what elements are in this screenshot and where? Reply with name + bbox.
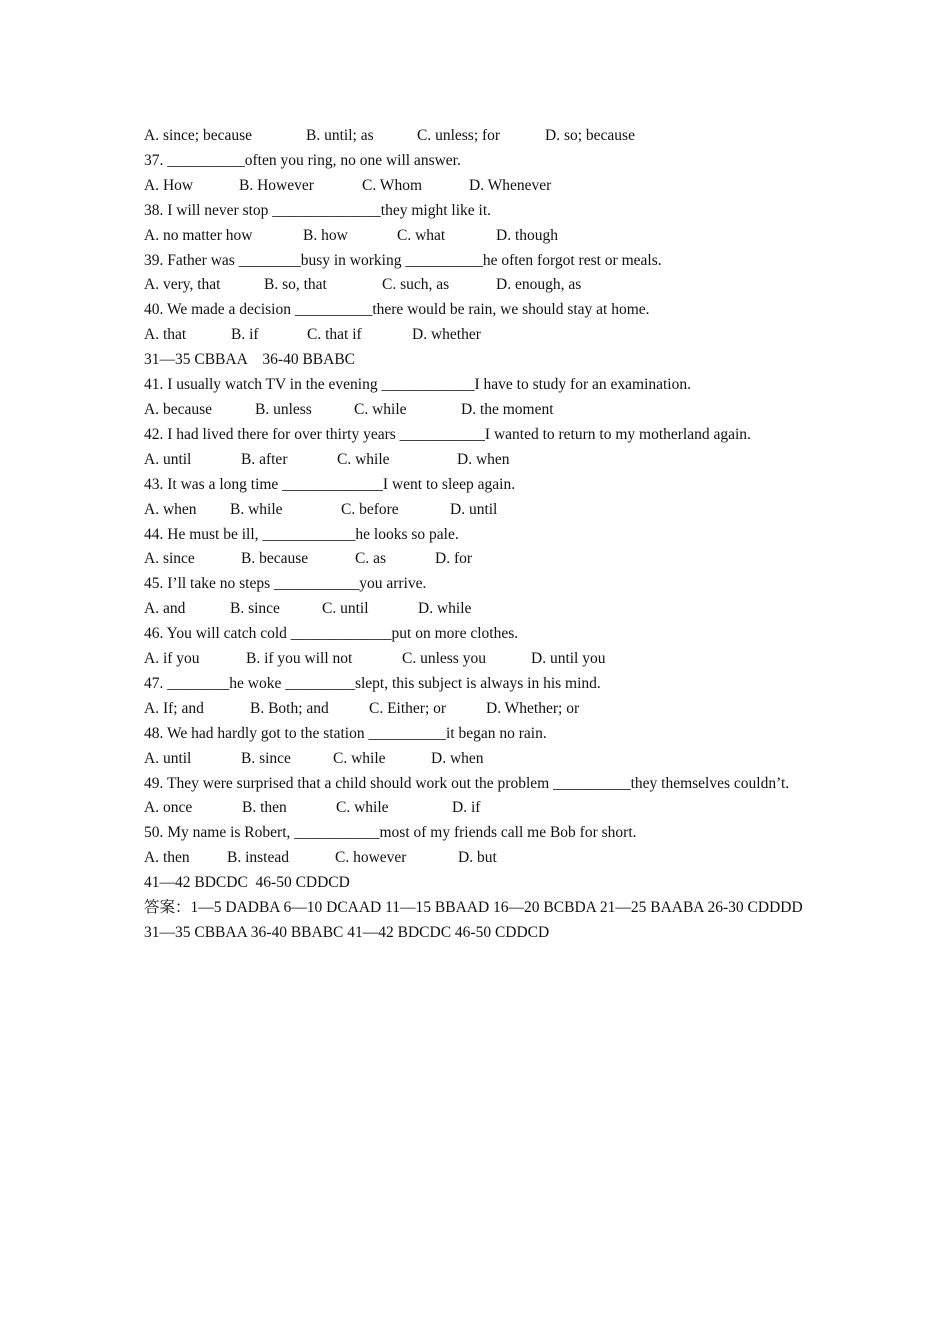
- option-c: C. however: [335, 849, 407, 867]
- option-a: A. until: [144, 450, 192, 468]
- q49-options: [144, 796, 816, 821]
- option-b: B. However: [239, 176, 314, 194]
- option-b: B. Both; and: [250, 699, 329, 717]
- option-a: A. because: [144, 400, 212, 418]
- option-d: D. though: [496, 226, 558, 244]
- option-b: B. if: [231, 326, 259, 344]
- option-c: C. Whom: [362, 176, 422, 194]
- option-b: B. if you will not: [246, 650, 353, 668]
- option-d: D. when: [431, 749, 484, 767]
- option-c: C. while: [354, 400, 407, 418]
- q40-options: [144, 323, 816, 348]
- option-d: D. until you: [531, 650, 606, 668]
- q47-options: [144, 697, 816, 722]
- option-c: C. what: [397, 226, 446, 244]
- option-a: A. that: [144, 326, 187, 344]
- q48-stem: 48. We had hardly got to the station __________it began no rain.: [144, 724, 547, 742]
- q46-options: [144, 647, 816, 672]
- option-d: D. when: [457, 450, 510, 468]
- option-a: A. since: [144, 550, 195, 568]
- option-b: B. instead: [227, 849, 289, 867]
- q45-options: [144, 597, 816, 622]
- option-b: B. unless: [255, 400, 312, 418]
- q41-stem: 41. I usually watch TV in the evening ____________I have to study for an examination.: [144, 376, 691, 394]
- option-d: D. the moment: [461, 400, 554, 418]
- option-a: A. since; because: [144, 127, 253, 144]
- answer-key-31-40: 31—35 CBBAA 36-40 BBABC: [144, 351, 356, 369]
- option-a: A. once: [144, 799, 193, 817]
- q38-options: [144, 224, 816, 249]
- q42-options: [144, 448, 816, 473]
- q49-stem: 49. They were surprised that a child should work out the problem __________they themselves couldn’t.: [144, 774, 790, 792]
- q47-stem: 47. ________he woke _________slept, this subject is always in his mind.: [144, 674, 601, 692]
- q38-stem: 38. I will never stop ______________they might like it.: [144, 201, 491, 219]
- option-c: C. while: [333, 749, 386, 767]
- option-d: D. so; because: [545, 127, 635, 144]
- option-c: C. that if: [307, 326, 362, 344]
- option-d: D. Whenever: [469, 176, 552, 194]
- q43-options: [144, 498, 816, 523]
- q43-stem: 43. It was a long time _____________I went to sleep again.: [144, 475, 516, 493]
- option-c: C. until: [322, 600, 369, 618]
- q41-options: [144, 398, 816, 423]
- option-a: A. until: [144, 749, 192, 767]
- option-a: A. then: [144, 849, 190, 867]
- option-b: B. since: [230, 600, 280, 618]
- option-a: A. if you: [144, 650, 200, 668]
- quiz-content: [144, 124, 816, 946]
- q48-options: [144, 747, 816, 772]
- q44-options: [144, 547, 816, 572]
- option-c: C. while: [337, 450, 390, 468]
- q46-stem: 46. You will catch cold _____________put on more clothes.: [144, 625, 519, 643]
- option-c: C. while: [336, 799, 389, 817]
- q40-stem: 40. We made a decision __________there would be rain, we should stay at home.: [144, 301, 650, 319]
- answer-key-41-50: 41—42 BDCDC 46-50 CDDCD: [144, 874, 350, 892]
- q39-stem: 39. Father was ________busy in working __________he often forgot rest or meals.: [144, 251, 662, 269]
- option-b: B. so, that: [264, 276, 327, 294]
- option-a: A. and: [144, 600, 186, 618]
- option-b: B. since: [241, 749, 291, 767]
- option-c: C. Either; or: [369, 699, 447, 717]
- q45-stem: 45. I’ll take no steps ___________you arrive.: [144, 575, 427, 593]
- option-d: D. for: [435, 550, 473, 568]
- option-b: B. while: [230, 500, 283, 518]
- option-d: D. while: [418, 600, 472, 618]
- option-d: D. until: [450, 500, 498, 518]
- option-b: B. then: [242, 799, 287, 817]
- option-c: C. as: [355, 550, 386, 568]
- option-b: B. because: [241, 550, 309, 568]
- q39-options: [144, 273, 816, 298]
- option-d: D. Whether; or: [486, 699, 580, 717]
- q37-stem: 37. __________often you ring, no one will answer.: [144, 151, 461, 169]
- option-d: D. if: [452, 799, 481, 817]
- option-d: D. enough, as: [496, 276, 582, 294]
- option-a: A. How: [144, 176, 194, 194]
- option-d: D. whether: [412, 326, 481, 344]
- option-d: D. but: [458, 849, 497, 867]
- option-a: A. very, that: [144, 276, 221, 294]
- option-b: B. how: [303, 226, 348, 244]
- option-b: B. until; as: [306, 127, 374, 144]
- q50-options: [144, 846, 816, 871]
- option-a: A. no matter how: [144, 226, 253, 244]
- q44-stem: 44. He must be ill, ____________he looks so pale.: [144, 525, 459, 543]
- q42-stem: 42. I had lived there for over thirty years ___________I wanted to return to my motherland again.: [144, 425, 751, 443]
- option-b: B. after: [241, 450, 288, 468]
- full-answer-key: 答案：1—5 DADBA 6—10 DCAAD 11—15 BBAAD 16—20 BCBDA 21—25 BAABA 26-30 CDDDD 31—35 CBBAA 36-40 BBABC 41—42 BDCDC 46-50 CDDCD: [144, 899, 803, 941]
- option-c: C. unless you: [402, 650, 486, 668]
- q50-stem: 50. My name is Robert, ___________most of my friends call me Bob for short.: [144, 824, 637, 842]
- option-a: A. when: [144, 500, 197, 518]
- option-a: A. If; and: [144, 699, 204, 717]
- q36-options: [144, 124, 816, 149]
- q37-options: [144, 174, 816, 199]
- option-c: C. unless; for: [417, 127, 501, 144]
- option-c: C. such, as: [382, 276, 450, 294]
- option-c: C. before: [341, 500, 399, 518]
